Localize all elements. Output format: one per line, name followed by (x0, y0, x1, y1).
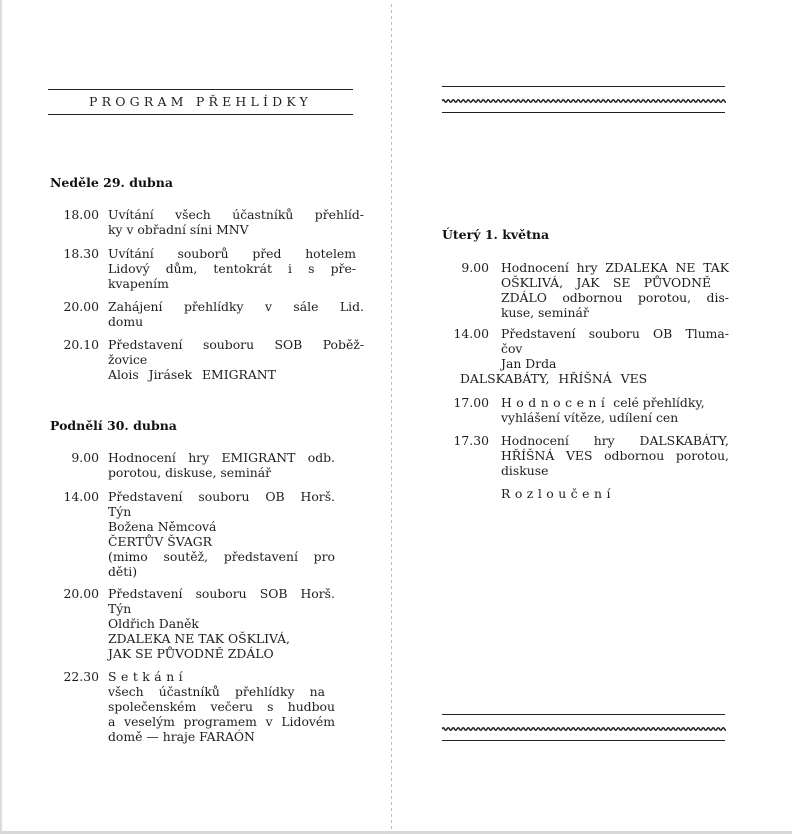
entry-time: 14.00 (453, 326, 489, 341)
entry-line: čov (501, 341, 523, 356)
entry-line: ČERTŮV ŠVAGR (108, 534, 213, 549)
entry-line: Představení souboru SOB Poběž- (108, 337, 364, 352)
closing-text (501, 486, 615, 501)
entry-time: 22.30 (63, 669, 99, 684)
entry-line (501, 395, 729, 410)
entry-line: a veselým programem v Lidovém (108, 714, 335, 729)
entry-line: Setkání (108, 669, 188, 684)
right-page (392, 0, 792, 834)
entry-time: 9.00 (461, 260, 489, 275)
left-page (0, 0, 392, 834)
entry-line: Představení souboru OB Horš. (108, 489, 335, 504)
entry-line: ZDALEKA NE TAK OŠKLIVÁ, (108, 631, 290, 646)
entry-line: Božena Němcová (108, 519, 217, 534)
entry-line: ZDÁLO odbornou porotou, dis- (501, 290, 729, 305)
entry-line: vyhlášení vítěze, udílení cen (501, 410, 679, 425)
entry-line: Lidový dům, tentokrát i s pře- (108, 261, 356, 276)
entry-time: 18.00 (63, 207, 99, 222)
entry-line: všech účastníků přehlídky na (108, 684, 325, 699)
day-heading-sunday: Neděle 29. dubna (50, 175, 173, 190)
entry-line: Alois Jirásek EMIGRANT (108, 367, 276, 382)
entry-line: ky v obřadní síni MNV (108, 222, 249, 237)
page-title: PROGRAM PŘEHLÍDKY (88, 94, 313, 109)
entry-line: Zahájení přehlídky v sále Lid. (108, 299, 364, 314)
entry-line: Jan Drda (501, 356, 557, 371)
entry-time: 17.30 (453, 433, 489, 448)
entry-line: Hodnocení hry DALSKABÁTY, (501, 433, 729, 448)
ornament-top-rule (442, 86, 725, 87)
entry-line: kuse, seminář (501, 305, 589, 320)
entry-time: 9.00 (71, 450, 99, 465)
entry-time: 17.00 (453, 395, 489, 410)
entry-line: Hodnocení hry EMIGRANT odb. (108, 450, 335, 465)
entry-line: JAK SE PŮVODNĚ ZDÁLO (108, 646, 274, 661)
entry-line: Týn (108, 601, 132, 616)
entry-line: HŘÍŠNÁ VES odbornou porotou, (501, 448, 729, 463)
entry-line: (mimo soutěž, představení pro (108, 549, 335, 564)
entry-time: 20.10 (63, 337, 99, 352)
ornament-bottom-rule (442, 112, 725, 113)
closing-label: Rozloučení (501, 486, 615, 501)
entry-line: DALSKABÁTY, HŘÍŠNÁ VES (460, 371, 648, 386)
entry-time: 20.00 (63, 299, 99, 314)
title-bottom-rule (48, 114, 353, 115)
entry-line-rest: celé přehlídky, (609, 395, 705, 410)
entry-time: 18.30 (63, 246, 99, 261)
entry-line: kvapením (108, 276, 169, 291)
entry-line: Uvítání všech účastníků přehlíd- (108, 207, 364, 222)
entry-line: domě — hraje FARAÓN (108, 729, 255, 744)
entry-emphasis: Hodnocení (501, 395, 610, 410)
entry-time: 14.00 (63, 489, 99, 504)
entry-line: žovice (108, 352, 148, 367)
entry-line: OŠKLIVÁ, JAK SE PŮVODNĚ (501, 275, 711, 290)
ornament-top-rule-bottom (442, 714, 725, 715)
entry-line: domu (108, 314, 144, 329)
entry-line: Hodnocení hry ZDALEKA NE TAK (501, 260, 729, 275)
entry-line: Oldřich Daněk (108, 616, 199, 631)
entry-line: Představení souboru SOB Horš. (108, 586, 335, 601)
entry-line: diskuse (501, 463, 549, 478)
ornament-bottom-rule-bottom (442, 740, 725, 741)
day-heading-tuesday: Úterý 1. května (442, 227, 550, 242)
entry-time: 20.00 (63, 586, 99, 601)
entry-line: společenském večeru s hudbou (108, 699, 335, 714)
day-heading-monday: Podnělí 30. dubna (50, 418, 177, 433)
entry-line: Uvítání souborů před hotelem (108, 246, 356, 261)
entry-line: Představení souboru OB Tluma- (501, 326, 729, 341)
title-top-rule (48, 89, 353, 90)
entry-line: Týn (108, 504, 132, 519)
ornament-wavy-line-bottom (442, 725, 726, 733)
entry-line: děti) (108, 564, 138, 579)
entry-line: porotou, diskuse, seminář (108, 465, 272, 480)
ornament-wavy-line-top (442, 97, 726, 105)
